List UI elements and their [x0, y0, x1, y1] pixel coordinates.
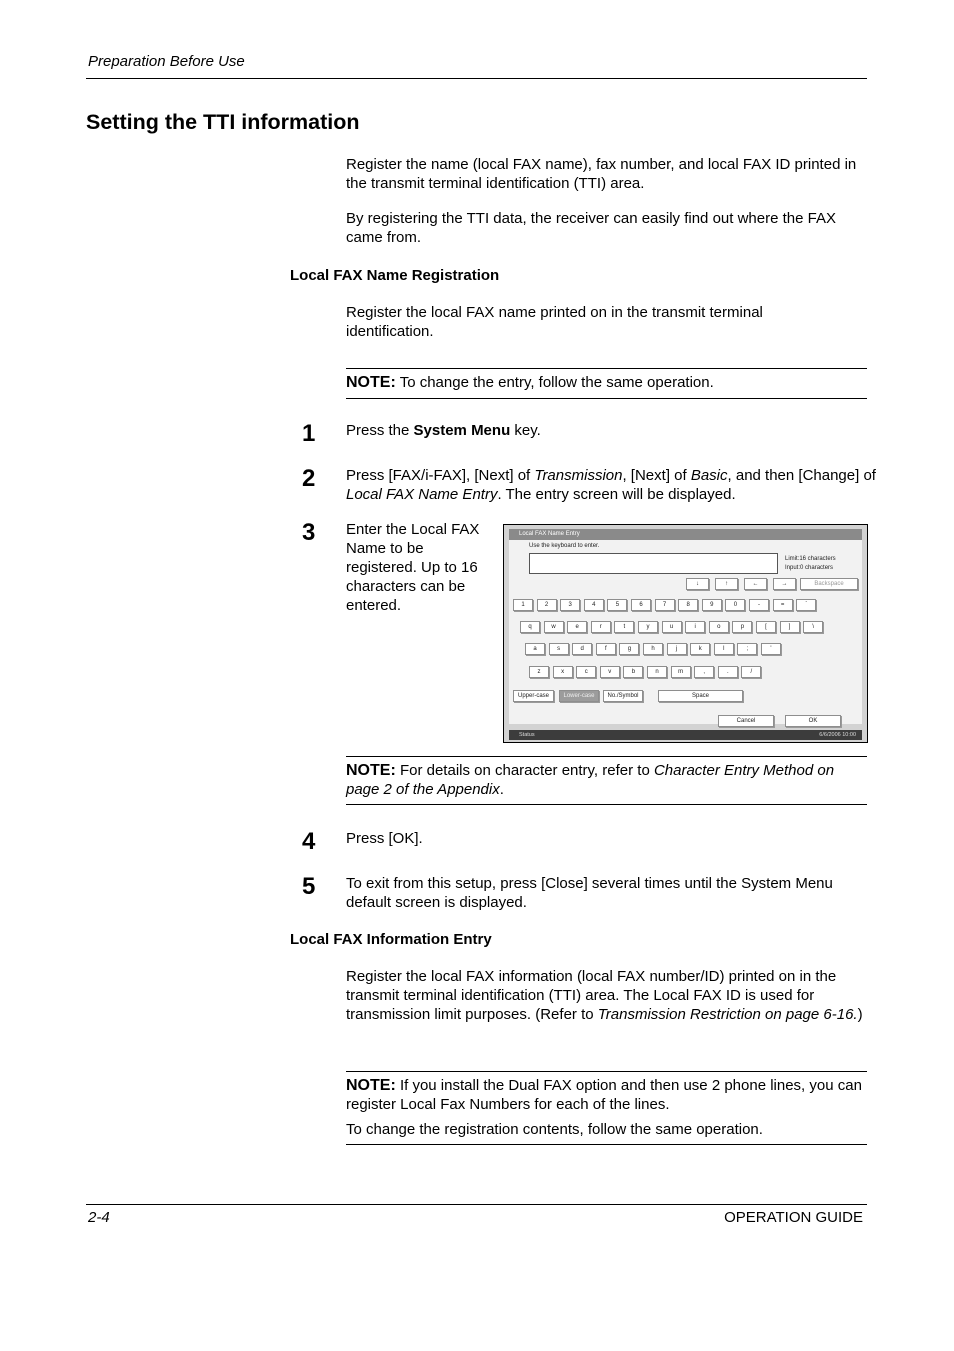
space-key[interactable]: Space: [658, 690, 743, 702]
step-5-text: To exit from this setup, press [Close] several times until the System Menu default screen is displayed.: [346, 875, 833, 911]
key-row1-10[interactable]: -: [749, 599, 769, 611]
step-2-italic: Basic: [690, 467, 728, 484]
step-number-5: 5: [302, 873, 316, 900]
note3-top-rule: [346, 1071, 867, 1072]
note3-text: If you install the Dual FAX option and then use 2 phone lines, you can register Local Fax Numbers for each of the lines.: [346, 1077, 862, 1113]
key-row1-2[interactable]: 3: [560, 599, 580, 611]
key-row1-0[interactable]: 1: [513, 599, 533, 611]
note1-text: To change the entry, follow the same operation.: [399, 374, 714, 391]
key-row1-12[interactable]: `: [796, 599, 816, 611]
section2-reference: Transmission Restriction on page 6-16.: [597, 1006, 858, 1023]
note2-top-rule: [346, 756, 867, 757]
step-number-4: 4: [302, 828, 316, 855]
key-row4-1[interactable]: x: [553, 666, 573, 678]
note1-bottom-rule: [346, 398, 867, 399]
note1: [346, 373, 868, 392]
arrow-left-key[interactable]: ←: [744, 578, 767, 590]
key-row3-9[interactable]: ;: [737, 643, 757, 655]
symbol-key[interactable]: No./Symbol: [603, 690, 643, 702]
key-row2-0[interactable]: q: [520, 621, 540, 633]
note1-top-rule: [346, 368, 867, 369]
intro-paragraph-1: Register the name (local FAX name), fax number, and local FAX ID printed in the transmit terminal identification (TTI) area.: [346, 156, 857, 192]
footer-rule: [86, 1204, 867, 1205]
section1-paragraph: Register the local FAX name printed on in the transmit terminal identification.: [346, 304, 763, 340]
key-row4-8[interactable]: .: [718, 666, 738, 678]
key-row3-5[interactable]: h: [643, 643, 663, 655]
key-row2-8[interactable]: o: [709, 621, 729, 633]
key-row1-6[interactable]: 7: [655, 599, 675, 611]
key-row2-9[interactable]: p: [732, 621, 752, 633]
key-row4-2[interactable]: c: [576, 666, 596, 678]
header-rule: [86, 78, 867, 79]
step-4-text: Press [OK].: [346, 830, 423, 847]
key-row1-5[interactable]: 6: [631, 599, 651, 611]
note2-label: NOTE:: [346, 762, 396, 779]
note3: [346, 1076, 868, 1114]
key-row4-6[interactable]: m: [671, 666, 691, 678]
step-2-italic: Transmission: [534, 467, 623, 484]
step-1-pre: Press the: [346, 422, 414, 439]
key-row2-11[interactable]: ]: [780, 621, 800, 633]
screen-body: [509, 540, 862, 724]
status-button[interactable]: Status: [519, 732, 535, 738]
key-row3-3[interactable]: f: [596, 643, 616, 655]
note2-text: For details on character entry, refer to: [399, 762, 654, 779]
step-1-post: key.: [510, 422, 541, 439]
step-number-2: 2: [302, 465, 316, 492]
key-row3-2[interactable]: d: [572, 643, 592, 655]
key-row4-3[interactable]: v: [600, 666, 620, 678]
note2-reference: Character Entry Method on page 2 of the Appendix: [346, 762, 835, 798]
note2: [346, 761, 868, 799]
key-row2-12[interactable]: \: [803, 621, 823, 633]
step-number-1: 1: [302, 420, 316, 447]
key-row1-9[interactable]: 0: [725, 599, 745, 611]
step-1-text: [346, 421, 868, 440]
arrow-right-key[interactable]: →: [773, 578, 796, 590]
ok-button[interactable]: OK: [785, 715, 841, 727]
intro-paragraph-2: By registering the TTI data, the receiver can easily find out where the FAX came from.: [346, 210, 836, 246]
running-header: Preparation Before Use: [88, 53, 245, 70]
key-row2-5[interactable]: y: [638, 621, 658, 633]
key-row3-7[interactable]: k: [690, 643, 710, 655]
page-number: 2-4: [88, 1209, 110, 1226]
key-row2-4[interactable]: t: [614, 621, 634, 633]
note3-text-2: To change the registration contents, follow the same operation.: [346, 1121, 763, 1138]
screen-instruction: Use the keyboard to enter.: [529, 543, 600, 549]
key-row2-1[interactable]: w: [544, 621, 564, 633]
step-1-bold: System Menu: [413, 422, 511, 439]
note1-label: NOTE:: [346, 374, 396, 391]
key-row4-0[interactable]: z: [529, 666, 549, 678]
key-row3-6[interactable]: j: [667, 643, 687, 655]
key-row1-11[interactable]: =: [773, 599, 793, 611]
section2-paragraph: [346, 967, 870, 1024]
arrow-up-key[interactable]: ↑: [715, 578, 738, 590]
input-count-label: Input:0 characters: [785, 565, 834, 571]
page-title: Setting the TTI information: [86, 110, 360, 134]
key-row3-4[interactable]: g: [619, 643, 639, 655]
step-2-text: [346, 466, 876, 504]
upper-case-key[interactable]: Upper-case: [513, 690, 554, 702]
key-row3-1[interactable]: s: [549, 643, 569, 655]
lower-case-key[interactable]: Lower-case: [559, 690, 599, 702]
key-row4-7[interactable]: ,: [694, 666, 714, 678]
note2-end: .: [499, 781, 504, 798]
key-row3-0[interactable]: a: [525, 643, 545, 655]
key-row4-9[interactable]: /: [741, 666, 761, 678]
limit-label: Limit:16 characters: [785, 556, 836, 562]
key-row3-8[interactable]: l: [714, 643, 734, 655]
key-row2-6[interactable]: u: [662, 621, 682, 633]
note2-bottom-rule: [346, 804, 867, 805]
cancel-button[interactable]: Cancel: [718, 715, 774, 727]
step-number-3: 3: [302, 519, 316, 546]
screen-title: Local FAX Name Entry: [509, 529, 862, 540]
key-row1-3[interactable]: 4: [584, 599, 604, 611]
screen-status-bar: [509, 730, 862, 740]
local-fax-name-entry-screen: [503, 524, 868, 743]
key-row1-1[interactable]: 2: [537, 599, 557, 611]
key-row2-2[interactable]: e: [567, 621, 587, 633]
backspace-key[interactable]: Backspace: [800, 578, 858, 590]
section2-text-end: ): [857, 1006, 863, 1023]
section-heading-local-fax-name: Local FAX Name Registration: [290, 267, 500, 284]
key-row2-3[interactable]: r: [591, 621, 611, 633]
datetime-label: 6/6/2006 10:00: [819, 732, 856, 738]
section2-text: Register the local FAX information (local FAX number/ID) printed on in the transmit terminal identification (TTI) area. The Local FAX ID is used for transmission limit purposes. (Refer to: [346, 968, 837, 1023]
step-2-italic: Local FAX Name Entry: [346, 486, 498, 503]
step-2-part: , [Next] of: [622, 467, 691, 484]
note3-bottom-rule: [346, 1144, 867, 1145]
section-heading-local-fax-info: Local FAX Information Entry: [290, 931, 492, 948]
key-row4-5[interactable]: n: [647, 666, 667, 678]
step-2-part: Press [FAX/i-FAX], [Next] of: [346, 467, 535, 484]
name-input[interactable]: [529, 553, 778, 574]
key-row1-7[interactable]: 8: [678, 599, 698, 611]
step-2-part: , and then [Change] of: [727, 467, 876, 484]
guide-name: OPERATION GUIDE: [724, 1209, 863, 1226]
key-row1-4[interactable]: 5: [607, 599, 627, 611]
note3-label: NOTE:: [346, 1077, 396, 1094]
key-row2-7[interactable]: i: [685, 621, 705, 633]
step-3-text: Enter the Local FAX Name to be registered. Up to 16 characters can be entered.: [346, 521, 480, 614]
arrow-down-key[interactable]: ↓: [686, 578, 709, 590]
key-row4-4[interactable]: b: [623, 666, 643, 678]
key-row1-8[interactable]: 9: [702, 599, 722, 611]
key-row3-10[interactable]: ': [761, 643, 781, 655]
key-row2-10[interactable]: [: [756, 621, 776, 633]
step-2-part: . The entry screen will be displayed.: [497, 486, 736, 503]
